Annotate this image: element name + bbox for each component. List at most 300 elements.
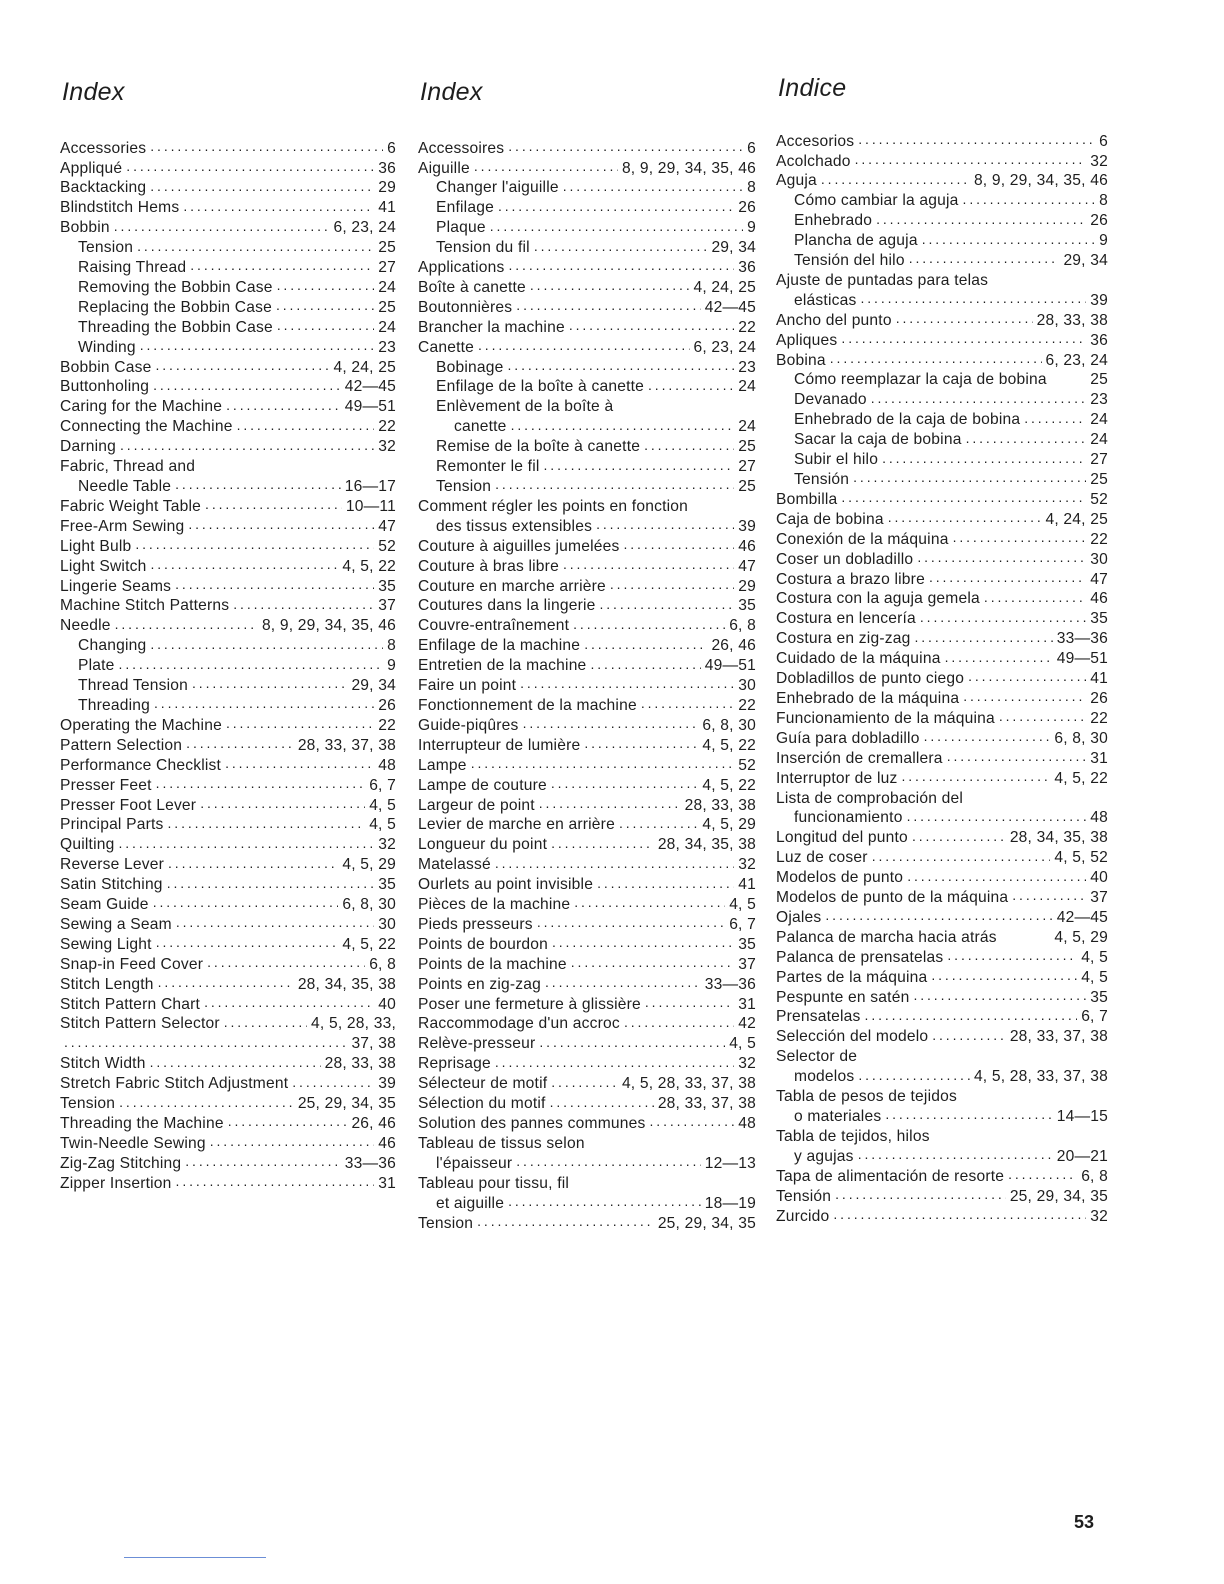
entry-pages: 32 xyxy=(738,856,756,874)
dot-leader xyxy=(597,874,734,890)
index-entry xyxy=(418,1192,756,1212)
dot-leader xyxy=(966,429,1087,445)
index-entry xyxy=(60,456,396,476)
entry-pages: 8, 9, 29, 34, 35, 46 xyxy=(621,159,756,177)
entry-label: Satin Stitching xyxy=(60,876,163,894)
entry-label: Accessories xyxy=(60,139,147,157)
entry-label: Raccommodage d'un accroc xyxy=(418,1015,620,1033)
entry-label: Conexión de la máquina xyxy=(776,530,949,548)
index-entry xyxy=(776,449,1108,469)
entry-label: Subir el hilo xyxy=(794,451,879,469)
index-entry xyxy=(418,535,756,555)
entry-label: Sacar la caja de bobina xyxy=(794,431,962,449)
entry-label: Bombilla xyxy=(776,490,838,508)
entry-pages: 4, 5, 22 xyxy=(702,736,756,754)
entry-label: Interruptor de luz xyxy=(776,769,898,787)
entry-pages: 49—51 xyxy=(344,398,396,416)
dot-leader xyxy=(835,1185,1006,1201)
entry-pages: 24 xyxy=(378,318,396,336)
dot-leader xyxy=(225,754,374,770)
dot-leader xyxy=(539,794,681,810)
dot-leader xyxy=(865,1006,1078,1022)
entry-pages: 36 xyxy=(738,259,756,277)
index-entry xyxy=(60,296,396,316)
entry-label: Principal Parts xyxy=(60,816,164,834)
entry-label: Acolchado xyxy=(776,152,851,170)
entry-label: Palanca de prensatelas xyxy=(776,948,944,966)
dot-leader xyxy=(922,230,1095,246)
dot-leader xyxy=(825,906,1052,922)
index-entry xyxy=(776,468,1108,488)
dot-leader xyxy=(984,588,1086,604)
entry-label: Boîte à canette xyxy=(418,278,526,296)
index-entry xyxy=(60,1093,396,1113)
entry-label: Pattern Selection xyxy=(60,736,183,754)
dot-leader xyxy=(947,747,1087,763)
dot-leader xyxy=(153,893,339,909)
column-title: Index xyxy=(420,78,483,106)
index-entry xyxy=(418,595,756,615)
entry-label: canette xyxy=(454,418,507,436)
entry-label: Faire un point xyxy=(418,677,517,695)
entry-pages: 37 xyxy=(738,955,756,973)
entry-label: Sewing Light xyxy=(60,935,152,953)
index-entry xyxy=(418,973,756,993)
dot-leader xyxy=(207,953,365,969)
dot-leader xyxy=(516,296,700,312)
dot-leader xyxy=(924,727,1051,743)
index-entry xyxy=(60,157,396,177)
dot-leader xyxy=(115,615,258,631)
dot-leader xyxy=(190,256,374,272)
entry-label: Blindstitch Hems xyxy=(60,199,180,217)
dot-leader xyxy=(624,1013,734,1029)
index-entry xyxy=(60,854,396,874)
entry-label: Changer l'aiguille xyxy=(436,179,559,197)
dot-leader xyxy=(495,1053,734,1069)
dot-leader xyxy=(932,1026,1006,1042)
entry-label: Tension xyxy=(60,1095,116,1113)
entry-pages: 24 xyxy=(738,378,756,396)
index-entry xyxy=(776,628,1108,648)
entry-pages: 31 xyxy=(378,1174,396,1192)
entry-pages: 8 xyxy=(747,179,756,197)
dot-leader xyxy=(508,1192,701,1208)
entry-label: Tableau pour tissu, fil xyxy=(418,1174,570,1192)
dot-leader xyxy=(276,296,374,312)
entry-label: Bobinage xyxy=(436,358,504,376)
entry-label: Tension xyxy=(418,1214,474,1232)
entry-label: Threading the Bobbin Case xyxy=(78,318,273,336)
entry-pages: 4, 5 xyxy=(369,796,396,814)
entry-label: Winding xyxy=(78,338,136,356)
index-entry xyxy=(418,316,756,336)
entry-label: Dobladillos de punto ciego xyxy=(776,670,965,688)
index-entry xyxy=(776,1125,1108,1145)
entry-label: Couture à aiguilles jumelées xyxy=(418,537,620,555)
dot-leader xyxy=(963,687,1086,703)
index-entry xyxy=(60,256,396,276)
entry-label: Pieds presseurs xyxy=(418,915,533,933)
entry-pages: 49—51 xyxy=(704,657,756,675)
entry-pages: 25 xyxy=(738,478,756,495)
index-entry xyxy=(776,429,1108,449)
index-entry xyxy=(776,648,1108,668)
dot-leader xyxy=(185,1152,340,1168)
entry-pages: 4, 5 xyxy=(729,1035,756,1053)
index-entry xyxy=(776,747,1108,767)
entry-pages: 35 xyxy=(738,597,756,615)
entry-pages: 23 xyxy=(738,358,756,376)
entry-pages: 29, 34 xyxy=(1063,252,1108,270)
entry-pages: 29 xyxy=(738,577,756,595)
dot-leader xyxy=(929,568,1086,584)
index-entry xyxy=(60,356,396,376)
entry-label: Connecting the Machine xyxy=(60,418,233,436)
entry-pages: 6 xyxy=(1099,132,1108,150)
dot-leader xyxy=(912,827,1006,843)
index-entry xyxy=(418,356,756,376)
dot-leader xyxy=(508,137,743,153)
index-entry xyxy=(60,475,396,495)
entry-pages: 8 xyxy=(387,637,396,655)
index-entry xyxy=(776,966,1108,986)
index-entry xyxy=(418,416,756,436)
entry-pages: 37 xyxy=(378,597,396,615)
index-entry xyxy=(60,674,396,694)
entry-pages: 25, 29, 34, 35 xyxy=(297,1095,396,1113)
index-entry xyxy=(776,269,1108,289)
entry-pages: 37 xyxy=(1090,889,1108,907)
entry-label: Light Switch xyxy=(60,557,147,575)
dot-leader xyxy=(882,449,1086,465)
dot-leader xyxy=(945,648,1053,664)
entry-pages: 39 xyxy=(738,517,756,535)
dot-leader xyxy=(233,595,374,611)
dot-leader xyxy=(277,276,375,292)
dot-leader xyxy=(858,1145,1053,1161)
entry-label: Tensión xyxy=(794,471,850,488)
entry-pages: 4, 5, 22 xyxy=(342,557,396,575)
dot-leader xyxy=(1012,886,1086,902)
index-entry xyxy=(418,1033,756,1053)
dot-leader xyxy=(574,893,725,909)
index-entry xyxy=(418,615,756,635)
page-number: 53 xyxy=(1074,1512,1095,1532)
entry-label: Tapa de alimentación de resorte xyxy=(776,1167,1005,1185)
index-entry xyxy=(776,349,1108,369)
index-entry xyxy=(776,926,1108,946)
index-entry xyxy=(418,1152,756,1172)
entry-label: Sélection du motif xyxy=(418,1095,546,1113)
entry-label: Light Bulb xyxy=(60,537,132,555)
dot-leader xyxy=(237,416,375,432)
dot-leader xyxy=(511,416,735,432)
entry-label: Boutonnières xyxy=(418,298,513,316)
entry-pages: 33—36 xyxy=(344,1154,396,1172)
index-entry xyxy=(776,867,1108,887)
index-entry xyxy=(60,694,396,714)
entry-label: Free-Arm Sewing xyxy=(60,517,185,535)
index-entry xyxy=(418,276,756,296)
dot-leader xyxy=(992,269,1104,285)
entry-pages: 4, 5, 22 xyxy=(702,776,756,794)
entry-pages: 6, 23, 24 xyxy=(693,338,756,356)
entry-label: Points en zig-zag xyxy=(418,975,542,993)
entry-pages: 48 xyxy=(1090,809,1108,827)
entry-label: Guide-piqûres xyxy=(418,716,519,734)
entry-pages: 25 xyxy=(1090,371,1108,389)
dot-leader xyxy=(140,336,375,352)
index-entry xyxy=(418,754,756,774)
entry-label: Plancha de aguja xyxy=(794,232,918,250)
dot-leader xyxy=(118,834,374,850)
entry-pages: 22 xyxy=(378,418,396,436)
entry-label: Presser Feet xyxy=(60,776,152,794)
entry-label: Reverse Lever xyxy=(60,856,165,874)
dot-leader xyxy=(858,1066,970,1082)
dot-leader xyxy=(498,197,734,213)
index-entry xyxy=(60,575,396,595)
entry-pages: 42—45 xyxy=(344,378,396,396)
entry-label: Enhebrado de la máquina xyxy=(776,689,960,707)
entry-pages: 26, 46 xyxy=(351,1115,396,1132)
entry-pages: 30 xyxy=(738,677,756,695)
dot-leader xyxy=(150,137,383,153)
index-entry xyxy=(60,1073,396,1093)
dot-leader xyxy=(573,1172,752,1188)
dot-leader xyxy=(563,177,743,193)
entry-pages: 4, 5 xyxy=(1081,948,1108,966)
entry-label: Tension xyxy=(436,478,492,495)
index-entry xyxy=(60,754,396,774)
entry-pages: 25, 29, 34, 35 xyxy=(657,1214,756,1232)
index-entry xyxy=(776,707,1108,727)
entry-label: Accessoires xyxy=(418,139,505,157)
entry-label: Bobbin Case xyxy=(60,358,152,376)
entry-pages: 4, 5, 28, 33, 37, 38 xyxy=(973,1068,1108,1086)
dot-leader xyxy=(584,734,698,750)
index-entry xyxy=(776,906,1108,926)
index-entry xyxy=(418,774,756,794)
entry-label: Prensatelas xyxy=(776,1008,861,1026)
index-entry xyxy=(418,575,756,595)
entry-pages: 31 xyxy=(1090,749,1108,767)
entry-label: Canette xyxy=(418,338,475,356)
entry-label: Relève-presseur xyxy=(418,1035,536,1053)
index-entry xyxy=(60,1053,396,1073)
entry-label: Aiguille xyxy=(418,159,470,177)
entry-label: Modelos de punto de la máquina xyxy=(776,889,1009,907)
entry-label: Zig-Zag Stitching xyxy=(60,1154,182,1172)
entry-label: Lingerie Seams xyxy=(60,577,172,595)
dot-leader xyxy=(573,615,725,631)
dot-leader xyxy=(1001,926,1051,942)
index-entry xyxy=(776,687,1108,707)
dot-leader xyxy=(551,834,654,850)
dot-leader xyxy=(477,1212,654,1228)
dot-leader xyxy=(860,289,1086,305)
dot-leader xyxy=(176,1172,375,1188)
dot-leader xyxy=(999,707,1086,723)
dot-leader xyxy=(571,953,734,969)
entry-pages: 41 xyxy=(1090,670,1108,688)
entry-pages: 9 xyxy=(387,657,396,675)
entry-label: Enfilage xyxy=(436,199,494,217)
entry-label: Plaque xyxy=(436,219,486,237)
dot-leader xyxy=(872,847,1051,863)
index-entry xyxy=(776,667,1108,687)
index-entry xyxy=(60,177,396,197)
entry-label: Pièces de la machine xyxy=(418,896,571,914)
entry-label: Ourlets au point invisible xyxy=(418,876,594,894)
index-entry xyxy=(776,886,1108,906)
index-entry xyxy=(60,953,396,973)
index-entry xyxy=(60,535,396,555)
index-entry xyxy=(776,1205,1108,1225)
entry-pages: 6, 23, 24 xyxy=(1045,351,1108,369)
dot-leader xyxy=(584,635,707,651)
entry-label: Tabla de pesos de tejidos xyxy=(776,1088,957,1106)
dot-leader xyxy=(523,714,699,730)
index-entry xyxy=(418,814,756,834)
entry-pages: 26, 46 xyxy=(711,637,756,655)
index-entry xyxy=(60,595,396,615)
dot-leader xyxy=(156,356,330,372)
entry-label: Plate xyxy=(78,657,115,675)
entry-pages: 28, 33, 38 xyxy=(1036,311,1108,329)
dot-leader xyxy=(224,1013,307,1029)
index-entry xyxy=(418,336,756,356)
entry-pages: 41 xyxy=(378,199,396,217)
entry-pages: 4, 5, 22 xyxy=(342,935,396,953)
index-entry xyxy=(60,615,396,635)
dot-leader xyxy=(907,867,1086,883)
entry-pages: 28, 33, 37, 38 xyxy=(297,736,396,754)
index-entry xyxy=(418,1013,756,1033)
index-entry xyxy=(60,396,396,416)
index-entry xyxy=(418,1212,756,1232)
entry-pages: 40 xyxy=(378,995,396,1013)
index-column-spanish xyxy=(776,74,1108,1225)
entry-pages: 6, 23, 24 xyxy=(333,219,396,237)
entry-label: Needle xyxy=(60,617,111,635)
entry-label: Threading xyxy=(78,696,151,714)
dot-leader xyxy=(119,1093,294,1109)
entry-pages: 6, 7 xyxy=(729,915,756,933)
index-entry xyxy=(776,847,1108,867)
entry-label: Seam Guide xyxy=(60,896,149,914)
index-list xyxy=(776,130,1108,1225)
index-entry xyxy=(418,694,756,714)
entry-pages: 23 xyxy=(378,338,396,356)
entry-pages: 29, 34 xyxy=(351,677,396,695)
index-entry xyxy=(418,436,756,456)
dot-leader xyxy=(158,973,294,989)
dot-leader xyxy=(821,170,970,186)
index-entry xyxy=(776,488,1108,508)
dot-leader xyxy=(650,1112,735,1128)
index-entry xyxy=(776,1185,1108,1205)
entry-pages: 4, 5, 52 xyxy=(1054,849,1108,867)
entry-pages: 32 xyxy=(1090,152,1108,170)
index-entry xyxy=(776,190,1108,210)
entry-pages: 27 xyxy=(1090,451,1108,469)
index-entry xyxy=(776,807,1108,827)
entry-label: Caring for the Machine xyxy=(60,398,223,416)
entry-label: Costura en zig-zag xyxy=(776,630,911,648)
entry-pages: 36 xyxy=(1090,331,1108,349)
dot-leader xyxy=(901,767,1050,783)
index-entry xyxy=(776,767,1108,787)
dot-leader xyxy=(153,376,341,392)
entry-pages: 8, 9, 29, 34, 35, 46 xyxy=(973,172,1108,190)
entry-pages: 6, 8 xyxy=(369,955,396,973)
entry-pages: 47 xyxy=(378,517,396,535)
entry-pages: 6 xyxy=(747,139,756,157)
index-entry xyxy=(776,946,1108,966)
entry-pages: 8, 9, 29, 34, 35, 46 xyxy=(261,617,396,635)
index-entry xyxy=(60,814,396,834)
entry-label: Costura en lencería xyxy=(776,610,916,628)
entry-label: Removing the Bobbin Case xyxy=(78,278,273,296)
entry-pages: 52 xyxy=(738,756,756,774)
dot-leader xyxy=(516,1152,700,1168)
entry-pages: 27 xyxy=(378,259,396,277)
entry-label: y agujas xyxy=(794,1147,854,1165)
entry-label: Cómo reemplazar la caja de bobina xyxy=(794,371,1047,389)
entry-pages: 48 xyxy=(738,1115,756,1132)
dot-leader xyxy=(64,1033,347,1049)
entry-label: Points de bourdon xyxy=(418,935,548,953)
entry-label: Inserción de cremallera xyxy=(776,749,943,767)
entry-pages: 24 xyxy=(378,278,396,296)
index-entry xyxy=(418,953,756,973)
dot-leader xyxy=(537,913,725,929)
index-entry xyxy=(60,515,396,535)
index-entry xyxy=(776,827,1108,847)
dot-leader xyxy=(551,1073,618,1089)
dot-leader xyxy=(830,349,1042,365)
dot-leader xyxy=(292,1073,374,1089)
index-entry xyxy=(776,1145,1108,1165)
entry-label: Longitud del punto xyxy=(776,829,908,847)
entry-pages: 4, 24, 25 xyxy=(1045,510,1108,528)
dot-leader xyxy=(644,436,734,452)
entry-pages: 6, 8, 30 xyxy=(342,896,396,914)
dot-leader xyxy=(876,210,1086,226)
index-entry xyxy=(418,296,756,316)
entry-label: Funcionamiento de la máquina xyxy=(776,709,995,727)
dot-leader xyxy=(544,456,735,472)
entry-label: l'épaisseur xyxy=(436,1154,513,1172)
entry-pages: 22 xyxy=(1090,530,1108,548)
index-entry xyxy=(418,734,756,754)
dot-leader xyxy=(624,535,735,551)
dot-leader xyxy=(175,475,341,491)
entry-label: Sewing a Seam xyxy=(60,915,172,933)
index-entry xyxy=(418,157,756,177)
dot-leader xyxy=(228,1112,348,1128)
dot-leader xyxy=(135,535,374,551)
dot-leader xyxy=(968,667,1086,683)
dot-leader xyxy=(552,933,734,949)
entry-label: Stitch Pattern Chart xyxy=(60,995,201,1013)
index-entry xyxy=(418,1172,756,1192)
index-entry xyxy=(60,794,396,814)
dot-leader xyxy=(539,1033,725,1049)
entry-pages: 32 xyxy=(378,836,396,854)
